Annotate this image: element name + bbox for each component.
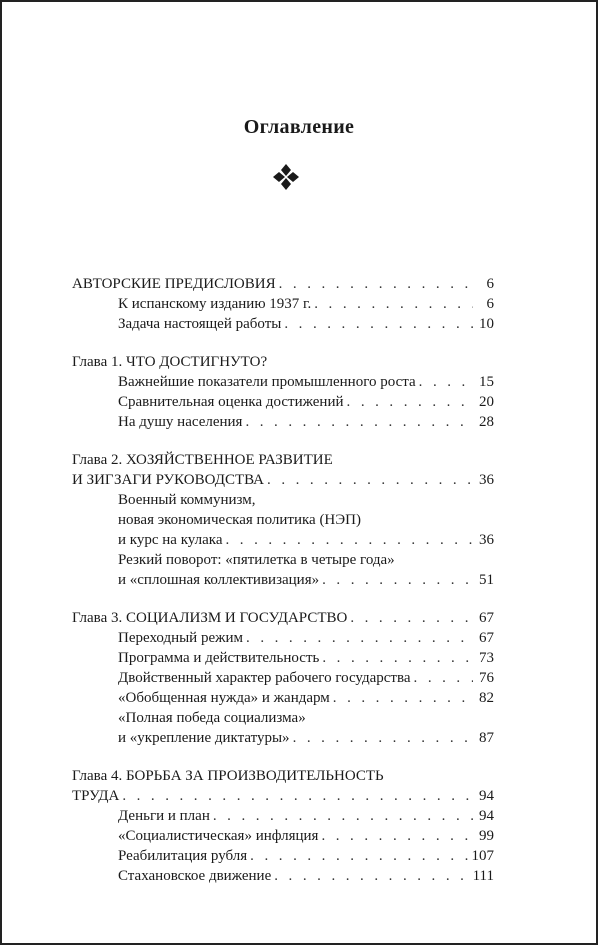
toc-entry[interactable]: и курс на кулака . . . 36 bbox=[72, 530, 494, 550]
toc-entry[interactable]: Резкий поворот: «пятилетка в четыре года» bbox=[118, 552, 395, 568]
toc-entry[interactable]: Военный коммунизм, bbox=[118, 492, 256, 508]
toc-entry[interactable]: Переходный режим . . . 67 bbox=[72, 628, 494, 648]
toc-entry[interactable]: Стахановское движение . . . 111 bbox=[72, 866, 494, 886]
toc-entry[interactable]: Программа и действительность . . . 73 bbox=[72, 648, 494, 668]
toc-chapter-4[interactable]: Глава 4. БОРЬБА ЗА ПРОИЗВОДИТЕЛЬНОСТЬ bbox=[72, 768, 384, 784]
toc-chapter-2[interactable]: Глава 2. ХОЗЯЙСТВЕННОЕ РАЗВИТИЕ bbox=[72, 452, 333, 468]
toc-chapter-3[interactable]: Глава 3. СОЦИАЛИЗМ И ГОСУДАРСТВО . . . 67 bbox=[72, 608, 494, 628]
toc-entry[interactable]: «Социалистическая» инфляция . . . 99 bbox=[72, 826, 494, 846]
toc-entry[interactable]: «Обобщенная нужда» и жандарм . . . 82 bbox=[72, 688, 494, 708]
toc-chapter-2-cont[interactable]: И ЗИГЗАГИ РУКОВОДСТВА . . . 36 bbox=[72, 470, 494, 490]
toc-entry[interactable]: Важнейшие показатели промышленного роста . . . 15 bbox=[72, 372, 494, 392]
toc-entry[interactable]: Сравнительная оценка достижений . . . 20 bbox=[72, 392, 494, 412]
toc-chapter-4-cont[interactable]: ТРУДА . . . 94 bbox=[72, 786, 494, 806]
toc-entry[interactable]: Деньги и план . . . 94 bbox=[72, 806, 494, 826]
page-title: Оглавление bbox=[243, 116, 355, 138]
toc-entry[interactable]: К испанскому изданию 1937 г. . . . 6 bbox=[72, 294, 494, 314]
toc-entry[interactable]: и «сплошная коллективизация» . . . 51 bbox=[72, 570, 494, 590]
table-of-contents bbox=[72, 274, 494, 886]
toc-entry[interactable]: Двойственный характер рабочего государства . . . 76 bbox=[72, 668, 494, 688]
toc-entry[interactable]: На душу населения . . . 28 bbox=[72, 412, 494, 432]
diamond-ornament-icon bbox=[271, 162, 301, 192]
toc-entry[interactable]: новая экономическая политика (НЭП) bbox=[118, 512, 361, 528]
toc-entry[interactable]: Реабилитация рубля . . . 107 bbox=[72, 846, 494, 866]
toc-entry[interactable]: и «укрепление диктатуры» . . . 87 bbox=[72, 728, 494, 748]
toc-entry[interactable]: «Полная победа социализма» bbox=[118, 710, 306, 726]
toc-chapter-1[interactable]: Глава 1. ЧТО ДОСТИГНУТО? bbox=[72, 354, 268, 370]
toc-entry-preface[interactable]: АВТОРСКИЕ ПРЕДИСЛОВИЯ . . . 6 bbox=[72, 274, 494, 294]
toc-entry[interactable]: Задача настоящей работы . . . 10 bbox=[72, 314, 494, 334]
